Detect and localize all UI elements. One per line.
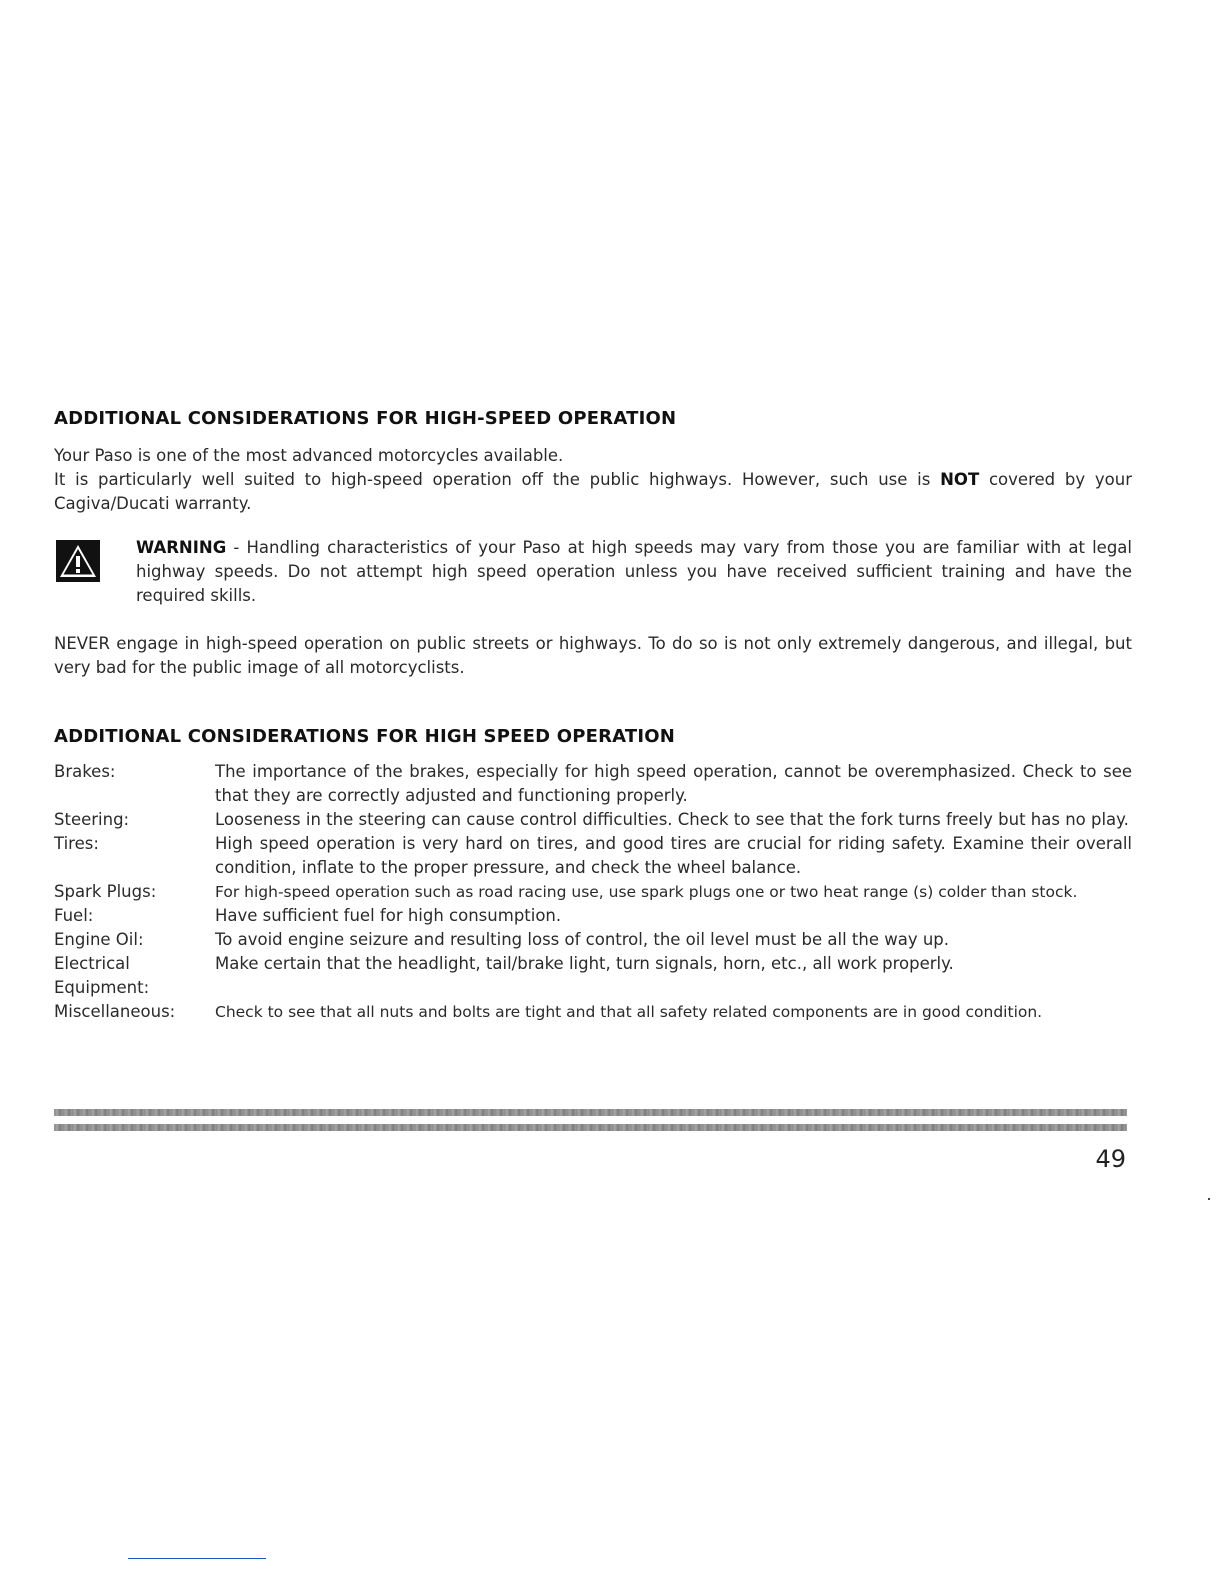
warning-block <box>136 536 1132 608</box>
warning-triangle-icon <box>56 540 100 582</box>
footer-rule-bottom <box>54 1124 1127 1131</box>
never-paragraph: NEVER engage in high-speed operation on public streets or highways. To do so is not only extremely dangerous, and illegal, but very bad for the public image of all motorcyclists. <box>54 634 1132 677</box>
term-steering: Steering: <box>54 810 130 829</box>
term-electrical-equipment: Electrical Equipment: <box>54 954 150 997</box>
warning-text: - Handling characteristics of your Paso at high speeds may vary from those you are familiar with at legal highway speeds. Do not attempt high speed operation unless you have received sufficient training and have the required skills. <box>136 538 1132 605</box>
term-brakes: Brakes: <box>54 762 116 781</box>
intro-line1: Your Paso is one of the most advanced motorcycles available. <box>54 446 564 465</box>
bottom-underline <box>128 1558 266 1559</box>
considerations-table <box>54 760 1132 1024</box>
table-row <box>54 760 1132 808</box>
table-row <box>54 928 1132 952</box>
term-tires: Tires: <box>54 834 99 853</box>
desc-electrical-equipment: Make certain that the headlight, tail/brake light, turn signals, horn, etc., all work properly. <box>215 954 954 973</box>
section2-heading: ADDITIONAL CONSIDERATIONS FOR HIGH SPEED OPERATION <box>54 726 676 747</box>
desc-miscellaneous: Check to see that all nuts and bolts are tight and that all safety related components are in good condition. <box>215 1003 1043 1021</box>
table-row <box>54 904 1132 928</box>
intro-line2-post: covered by your Cagiva/Ducati warranty. <box>54 470 1132 513</box>
stray-mark <box>1208 1198 1210 1200</box>
intro-line2-bold: NOT <box>940 470 980 489</box>
term-spark-plugs: Spark Plugs: <box>54 882 157 901</box>
desc-engine-oil: To avoid engine seizure and resulting loss of control, the oil level must be all the way up. <box>215 930 950 949</box>
table-row <box>54 880 1132 904</box>
page-number: 49 <box>1095 1145 1126 1173</box>
desc-tires: High speed operation is very hard on tires, and good tires are crucial for riding safety. Examine their overall condition, inflate to the proper pressure, and check the wheel balance. <box>215 834 1132 877</box>
table-row <box>54 1000 1132 1024</box>
desc-steering: Looseness in the steering can cause control difficulties. Check to see that the fork turns freely but has no play. <box>215 810 1129 829</box>
intro-line2-pre: It is particularly well suited to high-speed operation off the public highways. However, such use is <box>54 470 941 489</box>
desc-spark-plugs: For high-speed operation such as road racing use, use spark plugs one or two heat range (s) colder than stock. <box>215 883 1078 901</box>
table-row <box>54 952 1132 1000</box>
term-fuel: Fuel: <box>54 906 94 925</box>
section1-heading: ADDITIONAL CONSIDERATIONS FOR HIGH-SPEED OPERATION <box>54 408 677 429</box>
table-row <box>54 832 1132 880</box>
term-engine-oil: Engine Oil: <box>54 930 144 949</box>
desc-fuel: Have sufficient fuel for high consumption. <box>215 906 562 925</box>
desc-brakes: The importance of the brakes, especially for high speed operation, cannot be overemphasized. Check to see that they are correctly adjusted and functioning properly. <box>215 762 1132 805</box>
table-row <box>54 808 1132 832</box>
warning-label: WARNING <box>136 538 227 557</box>
term-miscellaneous: Miscellaneous: <box>54 1002 176 1021</box>
intro-paragraph <box>54 444 1132 516</box>
footer-rule-top <box>54 1109 1127 1116</box>
